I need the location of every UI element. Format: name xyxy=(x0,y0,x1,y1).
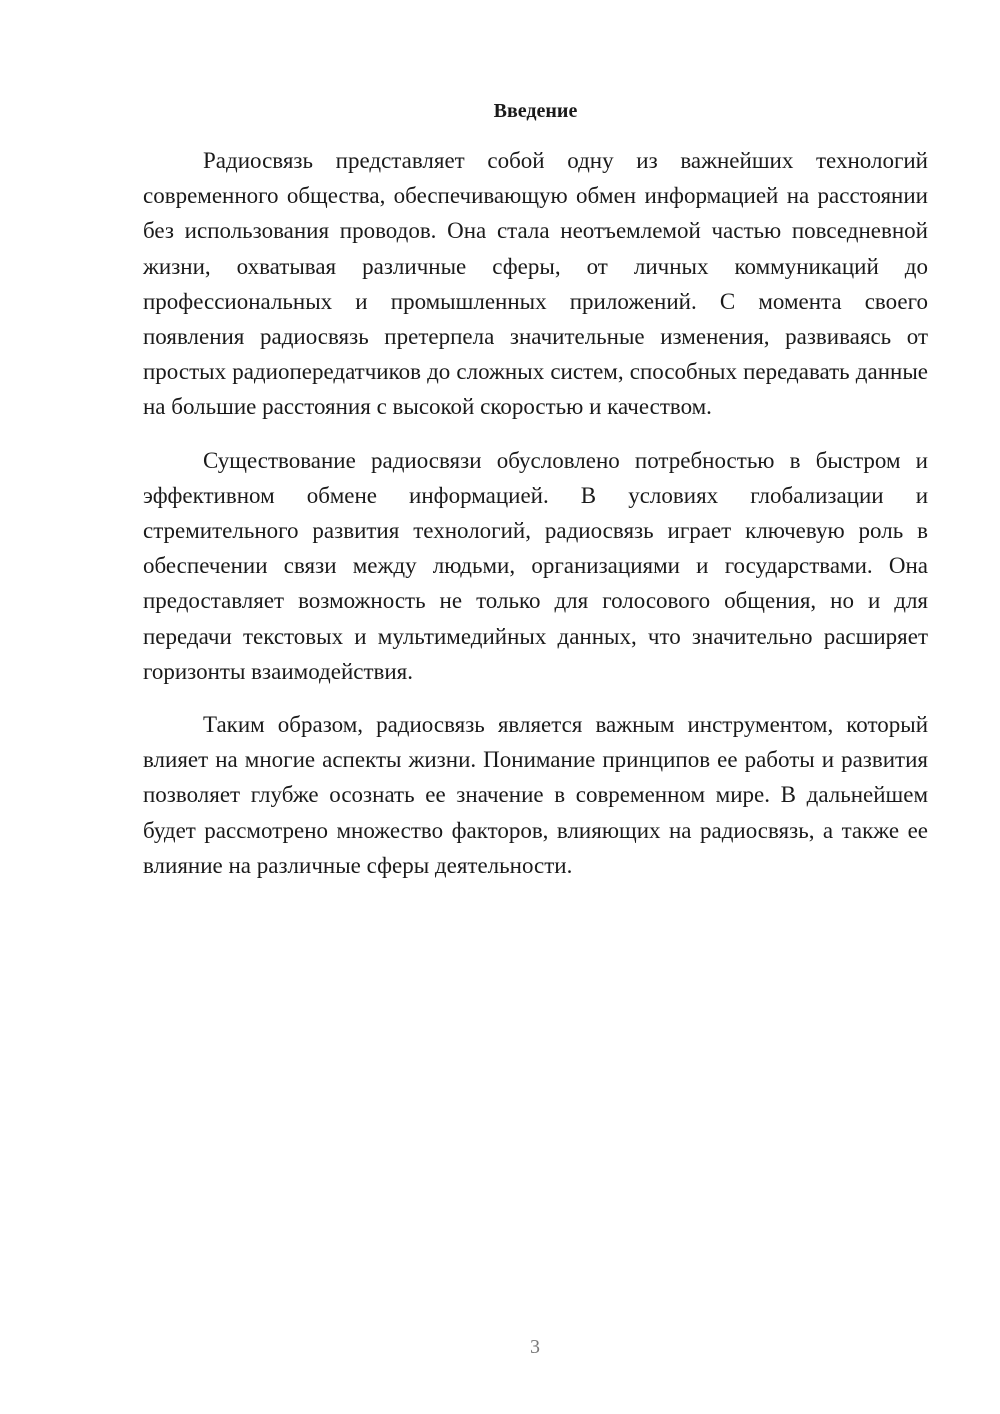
paragraph-1: Радиосвязь представляет собой одну из важнейших технологий современного общества, обеспечивающую обмен информацией на расстоянии без использования проводов. Она стала неотъемлемой частью повседневной жизни, охватывая различные сферы, от личных коммуникаций до профессиональных и промышленных приложений. С момента своего появления радиосвязь претерпела значительные изменения, развиваясь от простых радиопередатчиков до сложных систем, способных передавать данные на большие расстояния с высокой скоростью и качеством. xyxy=(143,148,928,420)
section-heading: Введение xyxy=(493,100,578,122)
paragraph-2: Существование радиосвязи обусловлено потребностью в быстром и эффективном обмене информацией. В условиях глобализации и стремительного развития технологий, радиосвязь играет ключевую роль в обеспечении связи между людьми, организациями и государствами. Она предоставляет возможность не только для голосового общения, но и для передачи текстовых и мультимедийных данных, что значительно расширяет горизонты взаимодействия. xyxy=(143,447,928,684)
page-number: 3 xyxy=(530,1336,540,1358)
paragraph-3: Таким образом, радиосвязь является важным инструментом, который влияет на многие аспекты жизни. Понимание принципов ее работы и развития позволяет глубже осознать ее значение в современном мире. В дальнейшем будет рассмотрено множество факторов, влияющих на радиосвязь, а также ее влияние на различные сферы деятельности. xyxy=(143,712,928,878)
body-text xyxy=(143,143,928,901)
